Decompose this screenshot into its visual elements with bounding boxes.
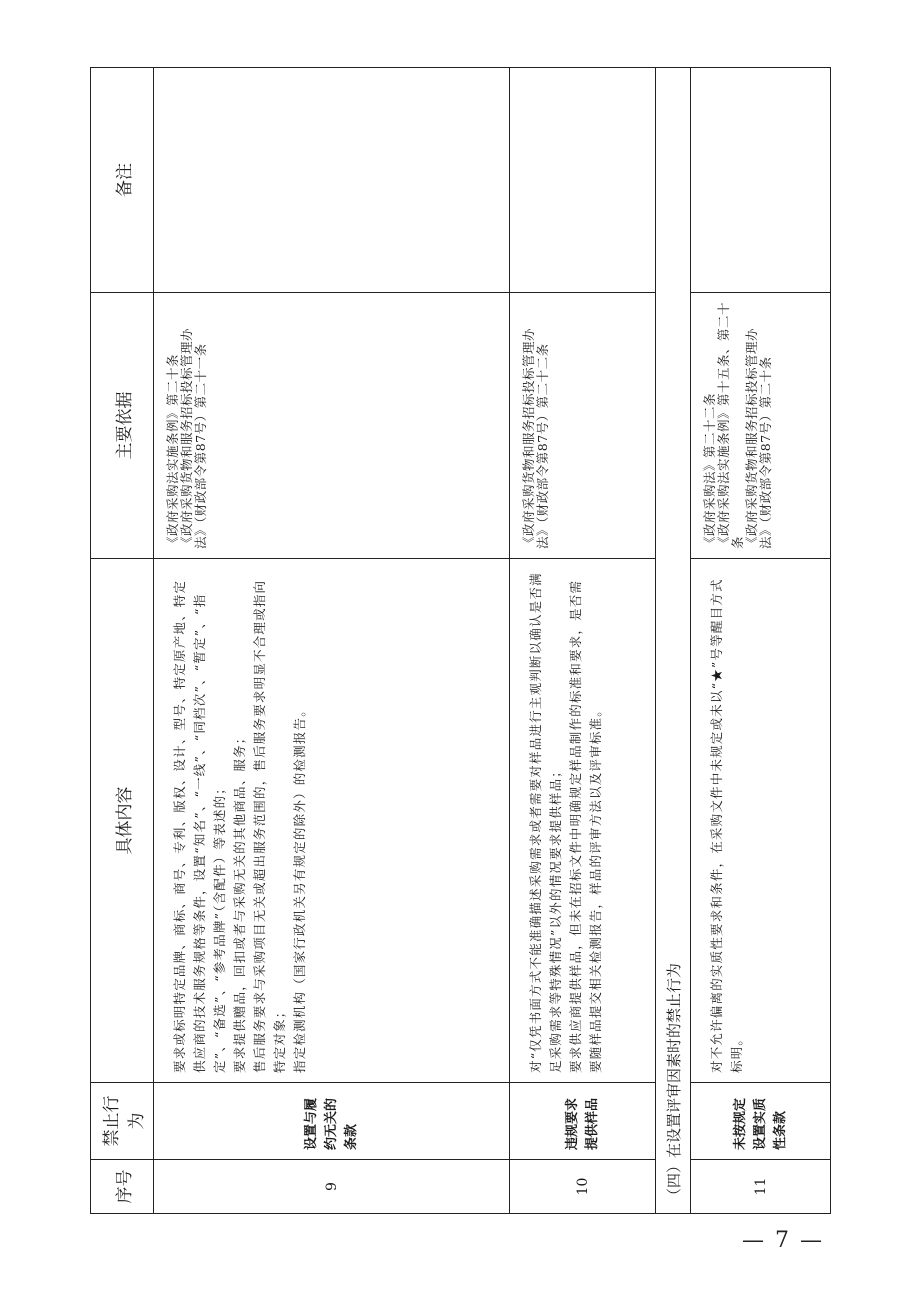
header-no: 序号: [91, 1160, 154, 1214]
row-number: 9: [154, 1160, 510, 1214]
basis-line: 《政府采购法》第二十二条: [702, 392, 717, 549]
row-content: [691, 559, 831, 1083]
row-basis: [154, 293, 510, 559]
row-behavior: 违规要求提供样品: [510, 1083, 656, 1160]
row-content: [510, 559, 656, 1083]
table-header-row: [91, 68, 154, 1214]
row-behavior: 设置与履约无关的条款: [154, 1083, 510, 1160]
section-title: （四）在设置评审因素时的禁止行为: [656, 68, 691, 1214]
content-line: 对“仅凭书面方式不能准确描述采购需求或者需要对样品进行主观判断以确认是否满足采购需求等特殊情况”以外的情况要求提供样品；: [528, 572, 563, 1073]
row-note: [510, 68, 656, 293]
basis-line: 《政府采购货物和服务招标投标管理办法》（财政部令第87号）第二十一条: [179, 327, 208, 549]
row-basis: [510, 293, 656, 559]
row-basis: [691, 293, 831, 559]
page-number: — 7 —: [742, 1228, 824, 1253]
content-line: 要求提供赠品，回扣或者与采购无关的其他商品、服务；: [232, 730, 247, 1073]
row-note: [154, 68, 510, 293]
row-behavior: 未按规定设置实质性条款: [691, 1083, 831, 1160]
rotated-table-frame: [90, 68, 793, 1214]
basis-line: 《政府采购法实施条例》第十五条、第二十条: [716, 301, 745, 549]
row-note: [691, 68, 831, 293]
section-row: [656, 68, 691, 1214]
header-note: 备注: [91, 68, 154, 293]
content-line: 要求或标明特定品牌、商标、商号、专利、版权、设计、型号、特定原产地、特定供应商的技术服务规格等条件，设置“知名”、“一线”、“同档次”、“暂定”、“指定”、“备选”、“参考品牌”（含配件）等表述的；: [172, 579, 227, 1073]
basis-line: 《政府采购法实施条例》第二十条: [165, 353, 180, 549]
content-line: 指定检测机构（国家行政机关另有规定的除外）的检测报告。: [292, 703, 307, 1073]
content-line: 对不允许偏离的实质性要求和条件，在采购文件中未规定或未以“★”号等醒目方式标明。: [709, 578, 744, 1073]
basis-line: 《政府采购货物和服务招标投标管理办法》（财政部令第87号）第二十条: [744, 327, 773, 549]
content-line: 要求供应商提供样品，但未在招标文件中明确规定样品制作的标准和要求，是否需要随样品提交相关检测报告，样品的评审方法以及评审标准。: [568, 579, 603, 1073]
row-content: [154, 559, 510, 1083]
table-row: [510, 68, 656, 1214]
table-row: [154, 68, 510, 1214]
basis-line: 《政府采购货物和服务招标投标管理办法》（财政部令第87号）第二十二条: [521, 327, 550, 549]
header-basis: 主要依据: [91, 293, 154, 559]
header-act: 禁止行为: [91, 1083, 154, 1160]
row-number: 10: [510, 1160, 656, 1214]
row-number: 11: [691, 1160, 831, 1214]
prohibited-behaviors-table: [90, 67, 831, 1214]
header-content: 具体内容: [91, 559, 154, 1083]
content-line: 售后服务要求与采购项目无关或超出服务范围的，售后服务要求明显不合理或指向特定对象；: [252, 579, 287, 1073]
table-row: [691, 68, 831, 1214]
